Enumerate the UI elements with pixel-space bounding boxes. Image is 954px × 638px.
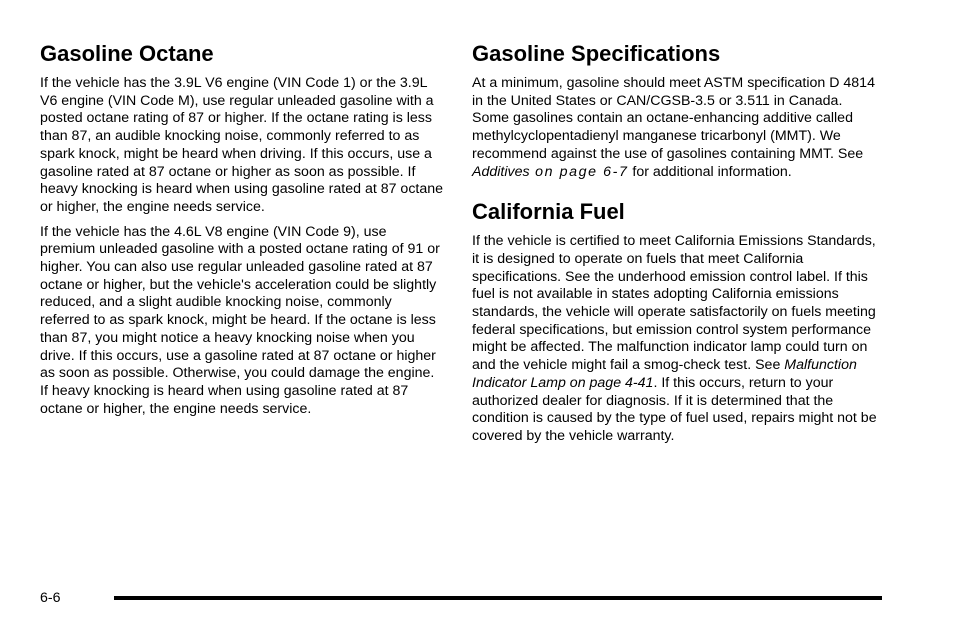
ca-text-after: . If this occurs, return to your authorized dealer for diagnosis. If it is determined that the condition is caused by the type of fuel used, repairs might not be covered by the vehicle warranty.: [472, 374, 877, 444]
mil-reference-page: on page 4-41: [565, 374, 654, 391]
right-column: [472, 40, 877, 446]
spec-text-before: At a minimum, gasoline should meet ASTM specification D 4814 in the United States or CAN/CGSB-3.5 or 3.511 in Canada. Some gasolines contain an octane-enhancing additive called methylcyclopentadienyl manganese tricarbonyl (MMT). We recommend against the use of gasolines containing MMT. See: [472, 75, 875, 162]
gasoline-specifications-paragraph: [472, 75, 877, 181]
gasoline-octane-heading: Gasoline Octane: [40, 41, 214, 66]
spec-text-after: for additional information.: [628, 163, 792, 180]
california-fuel-paragraph: [472, 233, 877, 445]
gasoline-specifications-heading: Gasoline Specifications: [472, 41, 721, 66]
additives-reference-page: on page 6-7: [529, 163, 629, 180]
additives-reference-title: Additives: [472, 163, 530, 180]
footer-rule: [114, 596, 882, 600]
ca-text-before: If the vehicle is certified to meet California Emissions Standards, it is designed to operate on fuels that meet California specifications. See the underhood emission control label. If this fuel is not available in states adopting California emissions standards, the vehicle will operate satisfactorily on fuels meeting federal specifications, but emission control system performance might be affected. The malfunction indicator lamp could turn on and the vehicle might fail a smog-check test. See: [472, 233, 876, 374]
california-fuel-heading: California Fuel: [472, 199, 625, 225]
left-column: [40, 40, 445, 418]
gasoline-octane-paragraph-2: If the vehicle has the 4.6L V8 engine (VIN Code 9), use premium unleaded gasoline with a posted octane rating of 91 or higher. You can also use regular unleaded gasoline rated at 87 octane or higher, but the vehicle's acceleration could be slightly reduced, and a slight audible knocking noise, commonly referred to as spark knock, might be heard. If the octane is less than 87, you might notice a heavy knocking noise when you drive. If this occurs, use a gasoline rated at 87 octane or higher as soon as possible. Otherwise, you could damage the engine. If heavy knocking is heard when using gasoline rated at 87 octane or higher, the engine needs service.: [40, 223, 440, 417]
mil-reference-title: Malfunction Indicator Lamp: [472, 357, 857, 391]
gasoline-octane-paragraph-1: If the vehicle has the 3.9L V6 engine (VIN Code 1) or the 3.9L V6 engine (VIN Code M), use regular unleaded gasoline with a posted octane rating of 87 or higher. If the octane rating is less than 87, an audible knocking noise, commonly referred to as spark knock, might be heard when driving. If this occurs, use a gasoline rated at 87 octane or higher as soon as possible. If heavy knocking is heard when using gasoline rated at 87 octane or higher, the engine needs service.: [40, 75, 444, 215]
page-number: 6-6: [40, 590, 61, 606]
